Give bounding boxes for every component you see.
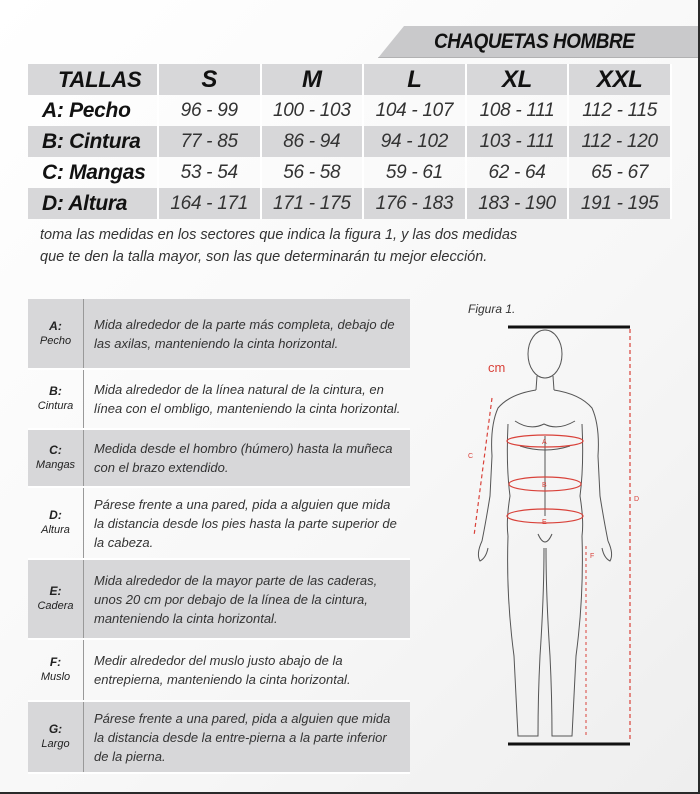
- table-cell: 86 - 94: [261, 126, 364, 157]
- table-cell: 183 - 190: [466, 188, 569, 219]
- marker-label: B: [542, 482, 547, 489]
- guide-letter: A:: [49, 318, 62, 333]
- guide-name: Cintura: [37, 400, 74, 412]
- guide-description: Mida alrededor de la parte más completa, debajo de las axilas, manteniendo la cinta horizontal.: [94, 316, 395, 351]
- size-header: S: [158, 64, 261, 95]
- page-title: CHAQUETAS HOMBRE: [434, 30, 635, 53]
- guide-letter: F:: [49, 655, 62, 669]
- marker-label: D: [634, 496, 640, 503]
- table-cell: 77 - 85: [158, 126, 261, 157]
- table-cell: 100 - 103: [261, 95, 364, 126]
- table-cell: 191 - 195: [568, 188, 671, 219]
- table-cell: 94 - 102: [363, 126, 466, 157]
- figure-label: Figura 1.: [468, 302, 516, 316]
- guide-name: Altura: [41, 524, 70, 536]
- table-cell: 176 - 183: [363, 188, 466, 219]
- instructions-line: toma las medidas en los sectores que indica la figura 1, y las dos medidas: [40, 227, 518, 243]
- table-cell: 164 - 171: [158, 188, 261, 219]
- size-header: XXL: [568, 64, 671, 95]
- marker-label: E: [542, 519, 547, 526]
- guide-name: Pecho: [39, 334, 72, 347]
- guide-name: Muslo: [40, 671, 71, 683]
- marker-label: F: [590, 553, 595, 560]
- row-label: A: Pecho: [28, 95, 158, 126]
- size-header-label: TALLAS: [28, 64, 158, 95]
- guide-letter: C:: [49, 443, 62, 457]
- marker-label: A: [542, 439, 547, 446]
- guide-letter: D:: [49, 508, 62, 522]
- guide-name: Cadera: [37, 600, 74, 612]
- table-cell: 53 - 54: [158, 157, 261, 188]
- table-cell: 104 - 107: [363, 95, 466, 126]
- table-cell: 112 - 120: [568, 126, 671, 157]
- table-cell: 96 - 99: [158, 95, 261, 126]
- table-cell: 56 - 58: [261, 157, 364, 188]
- row-label: D: Altura: [28, 188, 158, 219]
- guide-name: Mangas: [35, 459, 76, 471]
- size-header: XL: [466, 64, 569, 95]
- row-label: C: Mangas: [28, 157, 158, 188]
- size-header: M: [261, 64, 364, 95]
- guide-description: Párese frente a una pared, pida a alguien que mida la distancia desde los pies hasta la parte superior de la cabeza.: [94, 496, 397, 550]
- table-cell: 59 - 61: [363, 157, 466, 188]
- table-cell: 65 - 67: [568, 157, 671, 188]
- guide-description: Párese frente a una pared, pida a alguien que mida la distancia desde la entre-pierna a la parte inferior de la pierna.: [94, 710, 391, 764]
- guide-description: Mida alrededor de la línea natural de la cintura, en línea con el ombligo, manteniendo la cinta horizontal.: [94, 382, 401, 416]
- guide-description: Medir alrededor del muslo justo abajo de la entrepierna, manteniendo la cinta horizontal.: [94, 653, 351, 687]
- instructions-line: que te den la talla mayor, son las que determinarán tu mejor elección.: [40, 249, 488, 265]
- table-cell: 108 - 111: [466, 95, 569, 126]
- table-cell: 62 - 64: [466, 157, 569, 188]
- size-header: L: [363, 64, 466, 95]
- table-cell: 103 - 111: [466, 126, 569, 157]
- row-label: B: Cintura: [28, 126, 158, 157]
- table-cell: 112 - 115: [568, 95, 671, 126]
- guide-letter: E:: [49, 584, 62, 598]
- guide-description: Mida alrededor de la mayor parte de las caderas, unos 20 cm por debajo de la línea de la cintura, manteniendo la cinta horizontal.: [94, 572, 378, 626]
- guide-name: Largo: [41, 738, 70, 750]
- guide-letter: G:: [48, 722, 63, 736]
- guide-letter: B:: [49, 384, 62, 398]
- table-cell: 171 - 175: [261, 188, 364, 219]
- marker-label: C: [468, 453, 474, 460]
- unit-label: cm: [488, 360, 506, 375]
- guide-description: Medida desde el hombro (húmero) hasta la muñeca con el brazo extendido.: [94, 441, 393, 475]
